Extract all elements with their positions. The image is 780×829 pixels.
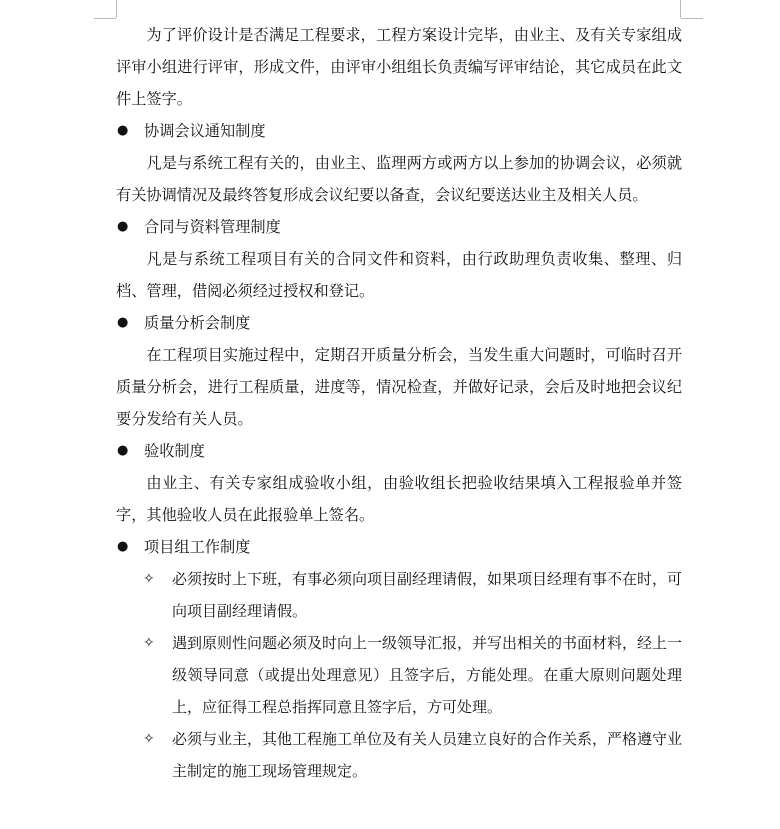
section-heading-text: 合同与资料管理制度 [144, 218, 281, 236]
section-heading [116, 435, 682, 467]
bullet-icon: ● [117, 315, 129, 330]
section-heading [116, 531, 682, 563]
section-heading-text: 质量分析会制度 [144, 314, 251, 332]
diamond-bullet-icon: ✧ [143, 571, 155, 587]
bullet-icon: ● [117, 539, 129, 554]
list-item [116, 563, 682, 627]
body-paragraph: 凡是与系统工程项目有关的合同文件和资料，由行政助理负责收集、整理、归档、管理，借阅必须经过授权和登记。 [116, 250, 682, 300]
diamond-bullet-icon: ✧ [143, 635, 155, 651]
section-heading-text: 验收制度 [144, 442, 205, 460]
list-item-text: 必须与业主，其他工程施工单位及有关人员建立良好的合作关系，严格遵守业主制定的施工现场管理规定。 [172, 730, 683, 780]
body-paragraph: 由业主、有关专家组成验收小组，由验收组长把验收结果填入工程报验单并签字，其他验收人员在此报验单上签名。 [116, 474, 682, 524]
bullet-icon: ● [117, 219, 129, 234]
section-heading [116, 115, 682, 147]
section-heading [116, 307, 682, 339]
bullet-icon: ● [117, 123, 129, 138]
crop-mark-top-left-horizontal [94, 18, 116, 19]
list-item-text: 遇到原则性问题必须及时向上一级领导汇报，并写出相关的书面材料，经上一级领导同意（或提出处理意见）且签字后，方能处理。在重大原则问题处理上，应征得工程总指挥同意且签字后，方可处理。 [172, 634, 683, 716]
list-item [116, 723, 682, 787]
list-item [116, 627, 682, 723]
body-paragraph: 为了评价设计是否满足工程要求，工程方案设计完毕，由业主、及有关专家组成评审小组进行评审，形成文件，由评审小组组长负责编写评审结论，其它成员在此文件上签字。 [116, 26, 682, 108]
crop-mark-top-left-vertical [116, 0, 117, 18]
section-heading-text: 协调会议通知制度 [144, 122, 266, 140]
section-heading-text: 项目组工作制度 [144, 538, 251, 556]
work-rules-list [116, 563, 682, 787]
bullet-icon: ● [117, 443, 129, 458]
crop-mark-top-right-horizontal [681, 18, 703, 19]
document-page [116, 19, 682, 787]
body-paragraph: 凡是与系统工程有关的，由业主、监理两方或两方以上参加的协调会议，必须就有关协调情况及最终答复形成会议纪要以备查，会议纪要送达业主及相关人员。 [116, 154, 682, 204]
section-heading [116, 211, 682, 243]
crop-mark-top-right-vertical [680, 0, 681, 18]
list-item-text: 必须按时上下班，有事必须向项目副经理请假，如果项目经理有事不在时，可向项目副经理请假。 [172, 570, 683, 620]
body-paragraph: 在工程项目实施过程中，定期召开质量分析会，当发生重大问题时，可临时召开质量分析会，进行工程质量，进度等，情况检查，并做好记录，会后及时地把会议纪要分发给有关人员。 [116, 346, 682, 428]
diamond-bullet-icon: ✧ [143, 731, 155, 747]
